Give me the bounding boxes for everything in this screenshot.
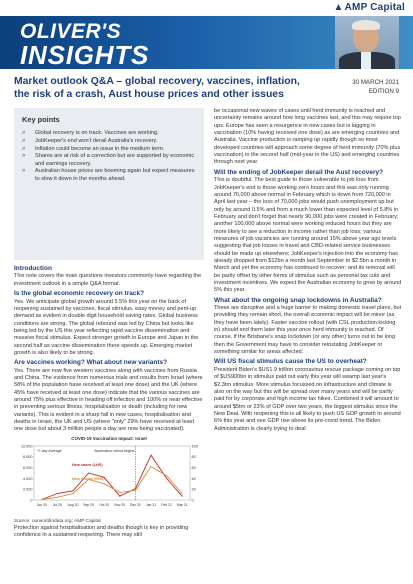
left-column (14, 108, 204, 539)
right-column (214, 108, 402, 433)
author-portrait-icon (335, 16, 399, 69)
right-axis-tick-label: 80 (191, 454, 196, 459)
answer-global-recovery: Yes. We anticipate global growth around 5.5% this year on the back of reopening sustained by vaccines, fiscal stimulus, easy money and pent-up demand as evident in double digit household saving rates. Global business conditions are strong. The global rebound was led by China but looks like being led by the US this year reflecting rapid vaccine dissemination and massive fiscal stimulus. Expect stronger growth in Europe and Japan in the second half as vaccine dissemination there speeds up. Emerging market growth is also likely to be strong. (14, 298, 199, 356)
series-point (73, 493, 74, 494)
amp-capital-logo[interactable]: ▲AMP Capital (333, 2, 405, 13)
chart-svg (14, 442, 204, 512)
plot-area (34, 446, 190, 500)
series-point (57, 493, 58, 494)
series-point (119, 495, 120, 496)
series-point (182, 495, 183, 496)
series-label: New deaths (RHS) (72, 476, 105, 481)
series-point (119, 492, 120, 493)
series-point (41, 499, 42, 500)
question-global-recovery: Is the global economic recovery on track? (14, 290, 145, 298)
answer-vaccines-continued: Protection against hospitalisation and deaths though is key in providing confidence in a sustained reopening. There may still (14, 524, 189, 539)
series-point (166, 478, 167, 479)
banner-title-line1: OLIVER'S (20, 20, 122, 43)
series-point (135, 490, 136, 491)
series-point (151, 466, 152, 467)
chart-annotation: *7-day Average (37, 448, 62, 453)
right-axis-tick-label: 0 (191, 498, 194, 503)
key-point-item: > Shares are at risk of a correction but are supported by economic and earnings recovery. (22, 153, 195, 167)
x-axis-tick-label: Aug 20 (67, 502, 79, 507)
article-edition: EDITION 9 (368, 88, 399, 95)
intro-heading: Introduction (14, 265, 52, 272)
chart-annotation: Vaccination rollout begins (93, 448, 135, 453)
series-point (166, 475, 167, 476)
intro-text: This note covers the main questions investors commonly have regarding the investment outlook in a simple Q&A format. (14, 273, 202, 287)
x-axis-tick-label: Sep 20 (83, 502, 94, 507)
bullet-arrow-icon: > (22, 145, 26, 152)
answer-us-fiscal-stimulus: President Biden's $US1.9 trillion coronavirus rescue package coming on top of $US900bn in stimulus paid out early this year will swamp last year's $2.3trn stimulus. More stimulus focussed on infrastructure and climate is also on the way but this will be spread over many years and will be partly paid for by corporate and high income tax hikes. Combined it will amount to around $5trn or 23% of GDP over two years, the biggest stimulus since the New Deal. With reopening this is all likely to push US GDP growth to around 6% this year and see GDP rise above its pre-covid trend. The Biden Administration is clearly trying to deal (214, 366, 401, 432)
key-points-box (14, 108, 204, 260)
series-point (57, 497, 58, 498)
key-points-title: Key points (22, 115, 60, 124)
left-axis-tick-label: 8,000 (22, 454, 33, 459)
x-axis-tick-label: Dec 20 (130, 502, 141, 507)
insights-banner (0, 16, 413, 69)
question-snap-lockdowns: What about the ongoing snap lockdowns in Australia? (214, 296, 382, 304)
key-point-item: > JobKeeper's end won't derail Australia's recovery. (22, 137, 158, 144)
left-axis-tick-label: 2,000 (22, 487, 33, 492)
right-axis-tick-label: 100 (191, 444, 198, 449)
question-jobkeeper: Will the ending of JobKeeper derail the Aust recovery? (214, 168, 384, 176)
series-point (88, 472, 89, 473)
vaccine-waves-text: be occasional new waves of cases until herd immunity is reached and uncertainty remains around how long vaccines last, and this may require top ups. Europe has seen a resurgence in new cases but is lagging in vaccination (10% having received one dose) as are emerging countries and Australia. Vaccine production is ramping up rapidly though so most developed countries will approach some degree of herd immunity (70% plus vaccination) in the second half (mid-year in the US) and emerging countries through next year. (214, 108, 401, 166)
answer-vaccines: Yes. There are now five western vaccines along with vaccines from Russia and China. The evidence from numerous trials and results from Israel (where 58% of the population have received at least one dose) and the UK (where 45% have received at least one dose) indicate that the various vaccines are around 75% plus effective in heading off infection and 100% or near effective in preventing serious illness, hospitalisation or death (including for new variants). This is evident in a sharp fall in new cases, hospitalisation and deaths in Israel, the UK and US (where "only" 29% have received at least one dose but about 3 million people a day are now being vaccinated). (14, 367, 203, 433)
series-label: New cases (LHS) (72, 462, 103, 467)
x-axis-tick-label: Nov 20 (114, 502, 126, 507)
left-axis-tick-label: 4,000 (22, 476, 33, 481)
x-axis-tick-label: Jul 20 (52, 502, 62, 507)
right-axis-tick-label: 40 (191, 476, 196, 481)
chevron-logo-icon: ▲ (333, 2, 344, 13)
bullet-arrow-icon: > (22, 130, 26, 136)
banner-title-line2: INSIGHTS (20, 40, 150, 69)
x-axis-tick-label: Jan 21 (145, 502, 157, 507)
question-us-fiscal-stimulus: Will US fiscal stimulus cause the US to overheat? (214, 358, 367, 366)
right-axis-tick-label: 20 (191, 487, 196, 492)
left-axis-tick-label: 10,000 (20, 444, 33, 449)
chart-source: Source: ourworldindata.org; AMP Capital (14, 518, 101, 524)
key-point-item: > Australian house prices are booming again but expect measures to slow it down in the months ahead. (22, 168, 195, 182)
top-bar (0, 0, 413, 16)
x-axis-tick-label: Oct 20 (99, 502, 110, 507)
answer-snap-lockdowns: These are disruptive and a huge barrier to making domestic travel plans, but providing they remain short, the overall economic impact will be minor (as they have been lately). Faster vaccine rollout (with CSL production kicking in) should end them later this year once herd immunity is reached. Of course, if the Brisbane's snap lockdown (or any other) turns out to be long then the Government may have to consider reinstating JobKeeper or something similar for areas affected. (214, 305, 402, 356)
bullet-arrow-icon: > (22, 168, 26, 175)
date-block (352, 78, 399, 96)
series-point (104, 483, 105, 484)
key-points-list (22, 130, 197, 183)
right-axis-tick-label: 60 (191, 465, 196, 470)
series-point (182, 493, 183, 494)
bullet-arrow-icon: > (22, 137, 26, 144)
question-vaccines: Are vaccines working? What about new variants? (14, 359, 168, 367)
left-axis-tick-label: 6,000 (22, 465, 33, 470)
key-point-item: > Inflation could become an issue in the medium term. (22, 145, 165, 152)
chart-title: COVID-19 Vaccination Impact: Israel (71, 435, 147, 441)
x-axis-tick-label: Mar 21 (176, 502, 188, 507)
article-date: 30 MARCH 2021 (352, 79, 399, 86)
article-headline: Market outlook Q&A – global recovery, vaccines, inflation, the risk of a crash, Aust house prices and other issues (14, 76, 300, 100)
left-axis-tick-label: 0 (30, 498, 33, 503)
answer-jobkeeper: This is doubtful. The best guide to those vulnerable to job loss from JobKeeper's end is those working zero hours and this was only running around 70,000 above normal in February which is down from 720,000 in April last year – the loss of 70,000 jobs would push unemployment up but only by around 0.5% and from a much lower than expected level of 5.8% in February and don't forget that nearly 90,000 jobs were created in February; another 100,000 above normal were working reduced hours but they are more likely to see a reduction in income rather than job loss; various measures of job vacancies are running around 15% above year ago levels suggesting that job losses in travel and CBD-related service businesses should be made up elsewhere; JobKeeper's injection into the economy has already dropped from $12bn a month last September to $2.5bn a month in March and yet the economy has continued to recover; and its removal will be partly offset by other forms of stimulus such as personal tax cuts and investment incentives. We expect the Australian economy to grow by around 5% this year. (214, 177, 402, 294)
x-axis-tick-label: Feb 21 (161, 502, 172, 507)
key-point-item: > Global recovery is on track. Vaccines are working. (22, 130, 159, 136)
series-point (73, 490, 74, 491)
x-axis-tick-label: Jun 20 (36, 502, 47, 507)
bullet-arrow-icon: > (22, 153, 26, 160)
series-point (151, 454, 152, 455)
israel-vaccination-chart (14, 436, 204, 525)
